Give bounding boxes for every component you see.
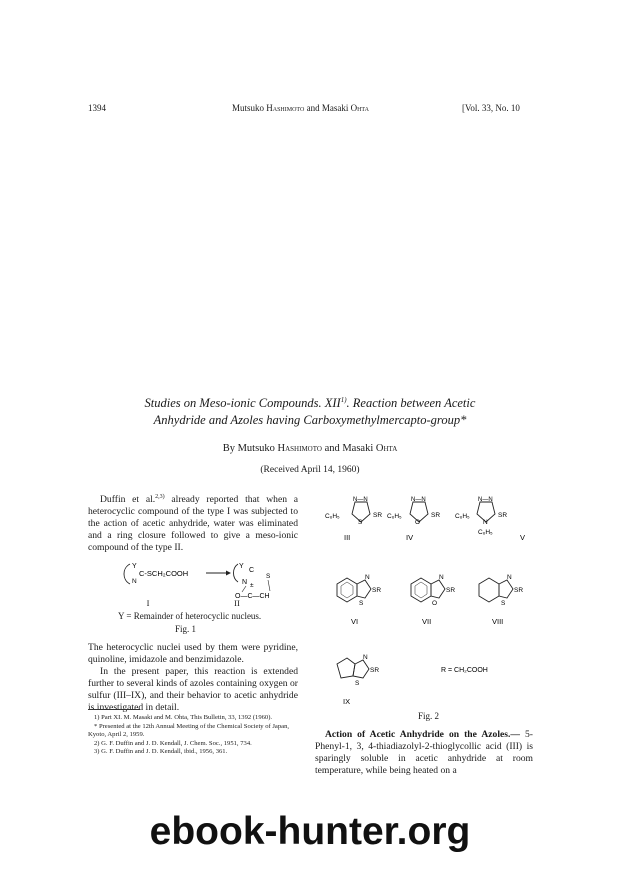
- sr-v: SR: [498, 512, 508, 519]
- substituent-iii: C₆H₅: [325, 513, 340, 520]
- fig1-label-ii: II: [234, 598, 240, 608]
- r-definition: R = CH₂COOH: [441, 667, 488, 674]
- structure-iii: [325, 497, 382, 542]
- svg-text:±: ±: [250, 582, 254, 589]
- byline: By Mutsuko Hashimoto and Masaki Ohta: [222, 443, 398, 454]
- structure-vi: [337, 574, 381, 626]
- running-authors: Mutsuko Hashimoto and Masaki Ohta: [232, 103, 369, 113]
- footnote-2: 2) G. F. Duffin and J. D. Kendall, J. Chem. Soc., 1951, 734.: [94, 739, 252, 747]
- svg-text:S: S: [355, 680, 360, 687]
- footnote-star: * Presented at the 12th Annual Meeting of the Chemical Society of Japan, Kyoto, April 2, 1959.: [88, 722, 290, 738]
- substituent-iv: C₆H₅: [387, 513, 402, 520]
- footnote-1: 1) Part XI. M. Masaki and M. Ohta, This Bulletin, 33, 1392 (1960).: [94, 714, 273, 721]
- footnote-3: 3) G. F. Duffin and J. D. Kendall, ibid., 1956, 361.: [94, 748, 228, 755]
- volume-issue: [Vol. 33, No. 10: [462, 103, 520, 113]
- site-watermark: ebook-hunter.org: [149, 810, 471, 853]
- svg-text:N: N: [363, 654, 368, 661]
- label-viii: VIII: [492, 617, 504, 626]
- svg-text:Y: Y: [132, 563, 137, 570]
- substituent-v-n: C₆H₅: [478, 529, 493, 536]
- substituent-v: C₆H₅: [455, 513, 470, 520]
- svg-text:N: N: [132, 578, 137, 585]
- svg-text:Y: Y: [239, 563, 244, 570]
- svg-text:N: N: [365, 574, 370, 581]
- svg-text:N: N: [439, 574, 444, 581]
- footnotes: [88, 714, 298, 757]
- label-v: V: [520, 533, 526, 542]
- intro-paragraph: Duffin et al.$^{2,3)}$ already reported that when a heterocyclic compound of the type I was subjected to the action of acetic anhydride, water was eliminated and a ring closure followed to give a meso-ionic compound of the type II.: [88, 494, 299, 554]
- fig1-caption: Fig. 1: [175, 624, 197, 634]
- sr-vi: SR: [372, 587, 382, 594]
- svg-text:S: S: [358, 519, 363, 526]
- fig2-structures: [315, 492, 545, 707]
- svg-text:N—N: N—N: [411, 497, 426, 503]
- svg-text:N: N: [483, 519, 488, 526]
- sr-iii: SR: [373, 512, 383, 519]
- sr-viii: SR: [514, 587, 524, 594]
- section-paragraph: Action of Acetic Anhydride on the Azoles.— 5-Phenyl-1, 3, 4-thiadiazolyl-2-thioglycollic acid (III) is sparingly soluble in acetic anhydride at room temperature, while being heated on a: [315, 729, 533, 776]
- svg-text:N: N: [242, 579, 248, 586]
- fig1-label-i: I: [146, 598, 150, 608]
- label-iv: IV: [406, 533, 414, 542]
- sr-iv: SR: [431, 512, 441, 519]
- label-ix: IX: [343, 697, 351, 706]
- svg-text:C: C: [249, 567, 255, 574]
- svg-text:S: S: [501, 600, 506, 607]
- svg-text:S: S: [266, 573, 271, 580]
- svg-text:O—C—CH: O—C—CH: [235, 593, 270, 600]
- svg-text:N: N: [507, 574, 512, 581]
- svg-text:O: O: [432, 600, 438, 607]
- structure-iv: [387, 497, 440, 542]
- svg-text:N—N: N—N: [353, 497, 368, 503]
- structure-v: [455, 497, 525, 542]
- sr-ix: SR: [370, 667, 380, 674]
- sr-vii: SR: [446, 587, 456, 594]
- section-heading: Action of Acetic Anhydride on the Azoles.—: [325, 729, 520, 740]
- label-vi: VI: [351, 617, 359, 626]
- structure-vii: [411, 574, 455, 626]
- svg-text:S: S: [359, 600, 364, 607]
- page-number: 1394: [88, 103, 106, 113]
- svg-text:O: O: [415, 519, 421, 526]
- para-heterocyclic-nuclei: The heterocyclic nuclei used by them were pyridine, quinoline, imidazole and benzimidazole.: [88, 642, 298, 665]
- svg-text:N—N: N—N: [478, 497, 493, 503]
- structure-ix: [337, 654, 379, 706]
- article-title: Studies on Meso-ionic Compounds. XII$^{1)}$. Reaction between Acetic Anhydride and Azoles having Carboxymethylmercapto-group*: [144, 396, 476, 428]
- label-vii: VII: [422, 617, 432, 626]
- received-date: (Received April 14, 1960): [260, 465, 360, 475]
- structure-viii: [479, 574, 523, 626]
- fig1-reactant: C-SCH₂COOH: [139, 569, 189, 578]
- label-iii: III: [344, 533, 351, 542]
- fig2-caption: Fig. 2: [418, 711, 440, 721]
- footnote-rule: [88, 709, 140, 710]
- para-present-paper: In the present paper, this reaction is extended further to several kinds of azoles containing oxygen or sulfur (III–IX), and their behavior to acetic anhydride is investigated in detail.: [88, 666, 298, 713]
- fig1-legend: Y = Remainder of heterocyclic nucleus.: [118, 611, 262, 621]
